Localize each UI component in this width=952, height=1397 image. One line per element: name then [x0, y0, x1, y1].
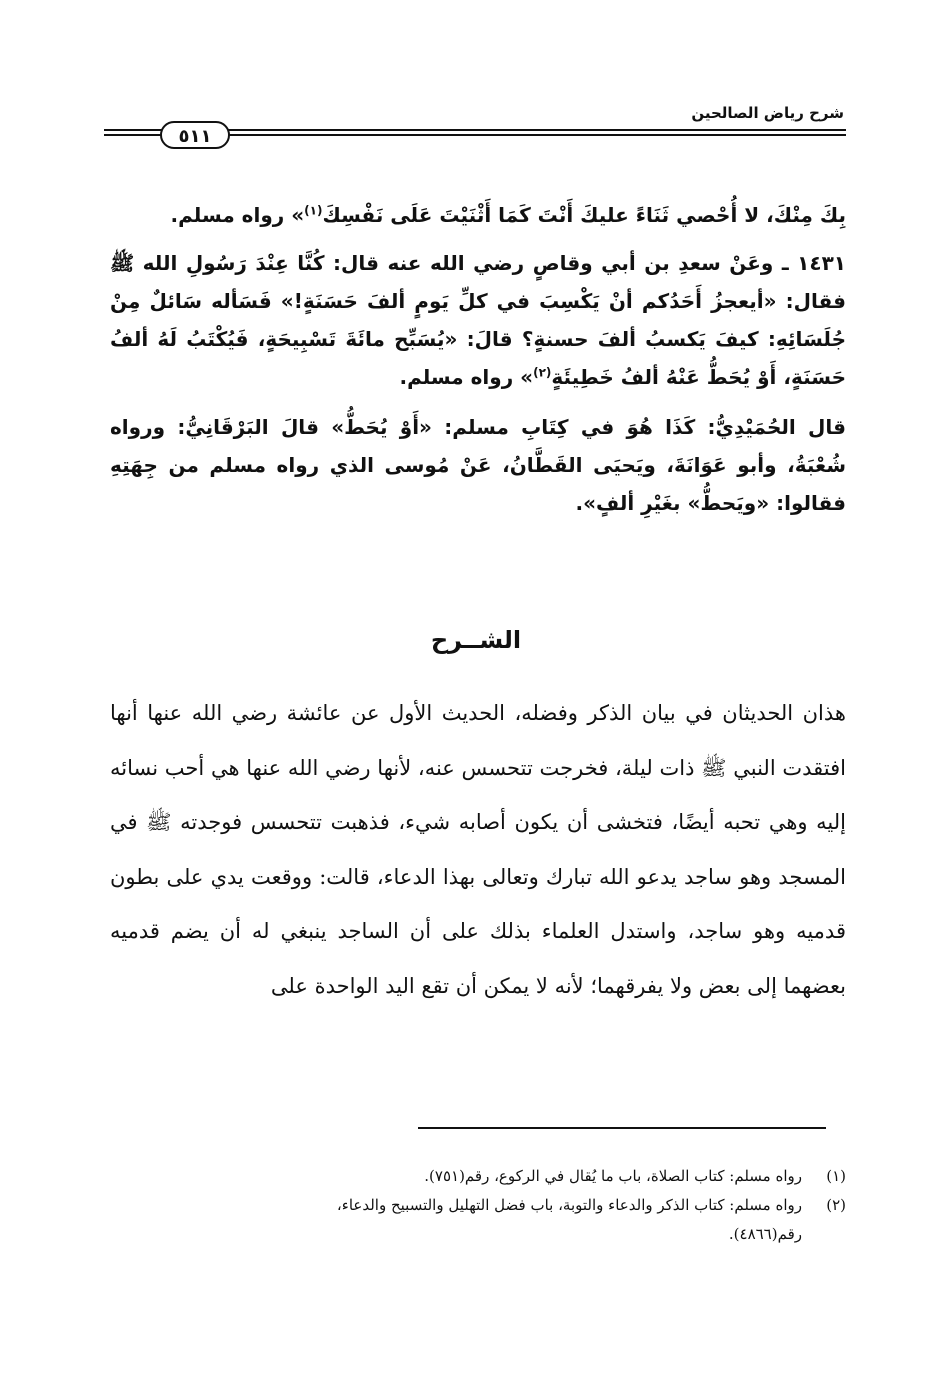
- footnote-2: (٢)رواه مسلم: كتاب الذكر والدعاء والتوبة، باب فضل التهليل والتسبيح والدعاء،: [336, 1196, 846, 1214]
- footnote-2-continuation: رقم(٤٨٦٦).: [728, 1225, 802, 1243]
- hadith-block: [110, 196, 846, 534]
- page-number: ٥١١: [160, 121, 230, 149]
- commentary-paragraph: هذان الحديثان في بيان الذكر وفضله، الحديث الأول عن عائشة رضي الله عنها أنها افتقدت النبي ﷺ ذات ليلة، فخرجت تتحسس عنه، لأنها رضي الله عنها هي أحب نسائه إليه وهي تحبه أيضًا، فتخشى أن يكون أصابه شيء، فذهبت تتحسس فوجدته ﷺ في المسجد وهو ساجد يدعو الله تبارك وتعالى بهذا الدعاء، قالت: ووقعت يدي على بطون قدميه وهو ساجد، واستدل العلماء بذلك على أن الساجد ينبغي له أن يضم قدميه بعضهما إلى بعض ولا يفرقهما؛ لأنه لا يمكن أن تقع اليد الواحدة على: [110, 701, 846, 998]
- hadith-note: قال الحُمَيْدِيُّ: كَذَا هُوَ في كِتَابِ مسلم: «أَوْ يُحَطُّ» قالَ البَرْقَانِيُّ: ورواه شُعْبَةُ، وأبو عَوَانَةَ، ويَحيَى القَطَّانُ، عَنْ مُوسى الذي رواه مسلم من جِهَتِهِ فقالوا: «ويَحطُّ» بغَيْرِ ألفٍ».: [110, 415, 846, 515]
- section-title: الشــرح: [430, 626, 522, 654]
- footnote-ref-2: (٢): [533, 365, 552, 380]
- hadith-1431: ١٤٣١ ـ وعَنْ سعدِ بن أبي وقاصٍ رضي الله عنه قال: كُنَّا عِنْدَ رَسُولِ الله ﷺ فقال: «أيعجزُ أَحَدُكم أنْ يَكْسِبَ في كلِّ يَومٍ ألفَ حَسَنَةٍ!» فَسَأله سَائلٌ مِنْ جُلَسَائِهِ: كيفَ يَكسبُ ألفَ حسنةٍ؟ قالَ: «يُسَبِّح مائَةَ تَسْبِيحَةٍ، فَيُكْتَبُ لَهُ ألفُ حَسَنَةٍ، أَوْ يُحَطُّ عَنْهُ ألفُ خَطِيئَةٍ$^{(٢)}$» رواه مسلم.: [110, 251, 846, 389]
- footnotes: [110, 1162, 846, 1249]
- header-rule-left: [104, 129, 164, 141]
- hadith-continuation: بِكَ مِنْكَ، لا أُحْصي ثَنَاءً عليكَ أَنْتَ كَمَا أَثْنَيْتَ عَلَى نَفْسِكَ$^{(١)}$» رواه مسلم.: [170, 203, 846, 227]
- footnote-1: (١)رواه مسلم: كتاب الصلاة، باب ما يُقال في الركوع، رقم(٧٥١).: [424, 1167, 846, 1185]
- header-rule-right: [226, 129, 846, 141]
- commentary-text: [110, 686, 846, 1013]
- footnote-ref-1: (١): [304, 203, 323, 218]
- footnote-separator: [418, 1127, 826, 1129]
- running-header-title: شرح رياض الصالحين: [691, 104, 844, 122]
